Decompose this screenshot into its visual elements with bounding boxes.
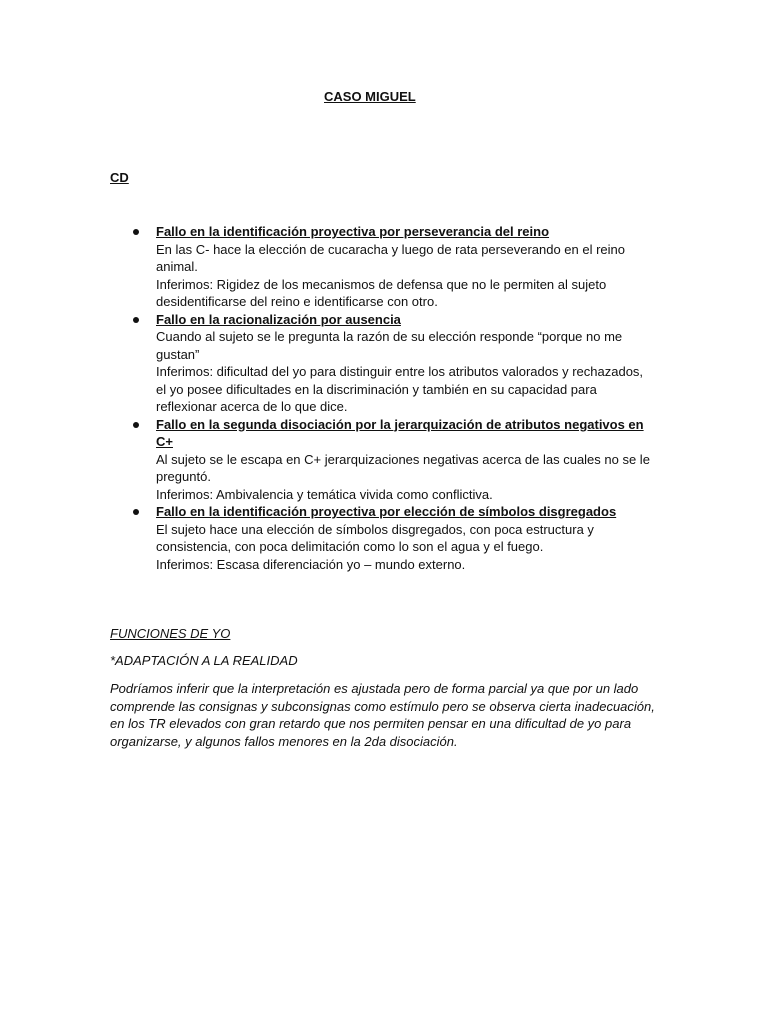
finding-inference: Inferimos: Ambivalencia y temática vivida como conflictiva.: [156, 486, 493, 502]
finding-text: Cuando al sujeto se le pregunta la razón de su elección responde “porque no me gustan”: [156, 329, 623, 362]
finding-inference: Inferimos: Escasa diferenciación yo – mundo externo.: [156, 556, 466, 572]
finding-text: El sujeto hace una elección de símbolos disgregados, con poca estructura y consistencia, con poca delimitación como lo son el agua y el fuego.: [156, 521, 594, 554]
finding-heading: Fallo en la racionalización por ausencia: [156, 311, 401, 327]
finding-heading: Fallo en la identificación proyectiva por elección de símbolos disgregados: [156, 504, 617, 519]
finding-text: En las C- hace la elección de cucaracha y luego de rata perseverando en el reino animal.: [156, 241, 626, 274]
body-paragraph: Podríamos inferir que la interpretación es ajustada pero de forma parcial ya que por un lado comprende las consignas y subconsignas como estímulo pero se observa cierta inadecuación, en los TR elevados con gran retardo que nos permiten pensar en una dificultad de yo para organizarse, y algunos fallos menores en la 2da disociación.: [110, 681, 655, 749]
findings-list: [110, 223, 655, 573]
finding-inference: Inferimos: Rigidez de los mecanismos de defensa que no le permiten al sujeto desidentificarse del reino e identificarse con otro.: [156, 276, 607, 309]
bullet-icon: [133, 317, 139, 323]
section-heading-funciones: FUNCIONES DE YO: [110, 626, 231, 641]
finding-inference: Inferimos: dificultad del yo para distinguir entre los atributos valorados y rechazados, el yo posee dificultades en la discriminación y también en su capacidad para reflexionar acerca de lo que dice.: [156, 364, 644, 414]
finding-heading: Fallo en la identificación proyectiva por perseverancia del reino: [156, 224, 550, 239]
section-heading-cd: CD: [110, 170, 129, 185]
list-item: [110, 223, 655, 311]
subsection-heading-adaptacion: *ADAPTACIÓN A LA REALIDAD: [110, 653, 298, 668]
document-title: CASO MIGUEL: [324, 89, 416, 104]
bullet-icon: [133, 229, 139, 235]
list-item: [110, 503, 655, 573]
bullet-icon: [133, 422, 139, 428]
bullet-icon: [133, 509, 139, 515]
finding-text: Al sujeto se le escapa en C+ jerarquizaciones negativas acerca de las cuales no se le preguntó.: [156, 451, 650, 484]
list-item: [110, 311, 655, 416]
finding-heading: Fallo en la segunda disociación por la jerarquización de atributos negativos en C+: [156, 416, 644, 449]
list-item: [110, 416, 655, 504]
